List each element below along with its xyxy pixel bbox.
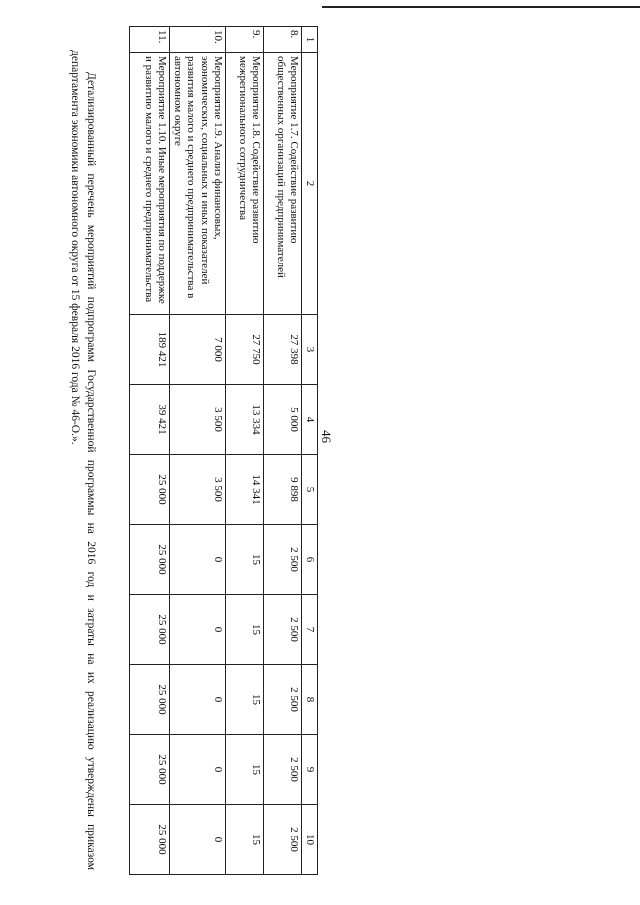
value-cell: 25 000: [130, 735, 170, 805]
col-header: 8: [301, 665, 317, 735]
value-cell: 25 000: [130, 595, 170, 665]
value-cell: 14 341: [225, 455, 263, 525]
value-cell: 3 500: [170, 385, 226, 455]
value-cell: 15: [225, 805, 263, 875]
program-table: [129, 26, 318, 875]
row-number: 11.: [130, 27, 170, 53]
value-cell: 7 000: [170, 315, 226, 385]
value-cell: 15: [225, 735, 263, 805]
value-cell: 2 500: [263, 805, 301, 875]
value-cell: 13 334: [225, 385, 263, 455]
rotated-page: [30, 20, 334, 880]
table-row: [130, 27, 170, 875]
value-cell: 0: [170, 665, 226, 735]
row-number: 10.: [170, 27, 226, 53]
value-cell: 3 500: [170, 455, 226, 525]
row-number: 8.: [263, 27, 301, 53]
page-number: 46: [319, 430, 334, 443]
footer-note: [67, 50, 98, 870]
value-cell: 15: [225, 665, 263, 735]
value-cell: 15: [225, 595, 263, 665]
value-cell: 9 898: [263, 455, 301, 525]
value-cell: 25 000: [130, 805, 170, 875]
value-cell: 5 000: [263, 385, 301, 455]
value-cell: 15: [225, 525, 263, 595]
activity-name: Мероприятие 1.8. Содействие развитию межрегионального сотрудничества: [225, 53, 263, 315]
row-number: 9.: [225, 27, 263, 53]
value-cell: 2 500: [263, 595, 301, 665]
value-cell: 25 000: [130, 455, 170, 525]
top-rule: [322, 6, 640, 8]
col-header: 9: [301, 735, 317, 805]
value-cell: 0: [170, 525, 226, 595]
value-cell: 27 398: [263, 315, 301, 385]
table-row: [263, 27, 301, 875]
col-header: 1: [301, 27, 317, 53]
value-cell: 2 500: [263, 735, 301, 805]
value-cell: 25 000: [130, 525, 170, 595]
col-header: 2: [301, 53, 317, 315]
footer-text: Детализированный перечень мероприятий подпрограмм Государственной программы на 2016 год и затраты на их реализацию утверждены приказом департамента экономики автономного округа от 15 февраля 2016 года № 46-О.».: [69, 50, 97, 870]
col-header: 4: [301, 385, 317, 455]
value-cell: 2 500: [263, 665, 301, 735]
value-cell: 0: [170, 805, 226, 875]
table-row: [225, 27, 263, 875]
col-header: 6: [301, 525, 317, 595]
value-cell: 27 750: [225, 315, 263, 385]
header-row: [301, 27, 317, 875]
activity-name: Мероприятие 1.7. Содействие развитию общественных организаций предпринимателей: [263, 53, 301, 315]
value-cell: 39 421: [130, 385, 170, 455]
value-cell: 0: [170, 595, 226, 665]
table-row: [170, 27, 226, 875]
value-cell: 0: [170, 735, 226, 805]
activity-name: Мероприятие 1.10. Иные мероприятия по поддержке и развитию малого и среднего предпринимательства: [130, 53, 170, 315]
col-header: 5: [301, 455, 317, 525]
col-header: 7: [301, 595, 317, 665]
activity-name: Мероприятие 1.9. Анализ финансовых, экономических, социальных и иных показателей развития малого и среднего предпринимательства в автономном округе: [170, 53, 226, 315]
col-header: 3: [301, 315, 317, 385]
value-cell: 2 500: [263, 525, 301, 595]
value-cell: 25 000: [130, 665, 170, 735]
col-header: 10: [301, 805, 317, 875]
value-cell: 189 421: [130, 315, 170, 385]
